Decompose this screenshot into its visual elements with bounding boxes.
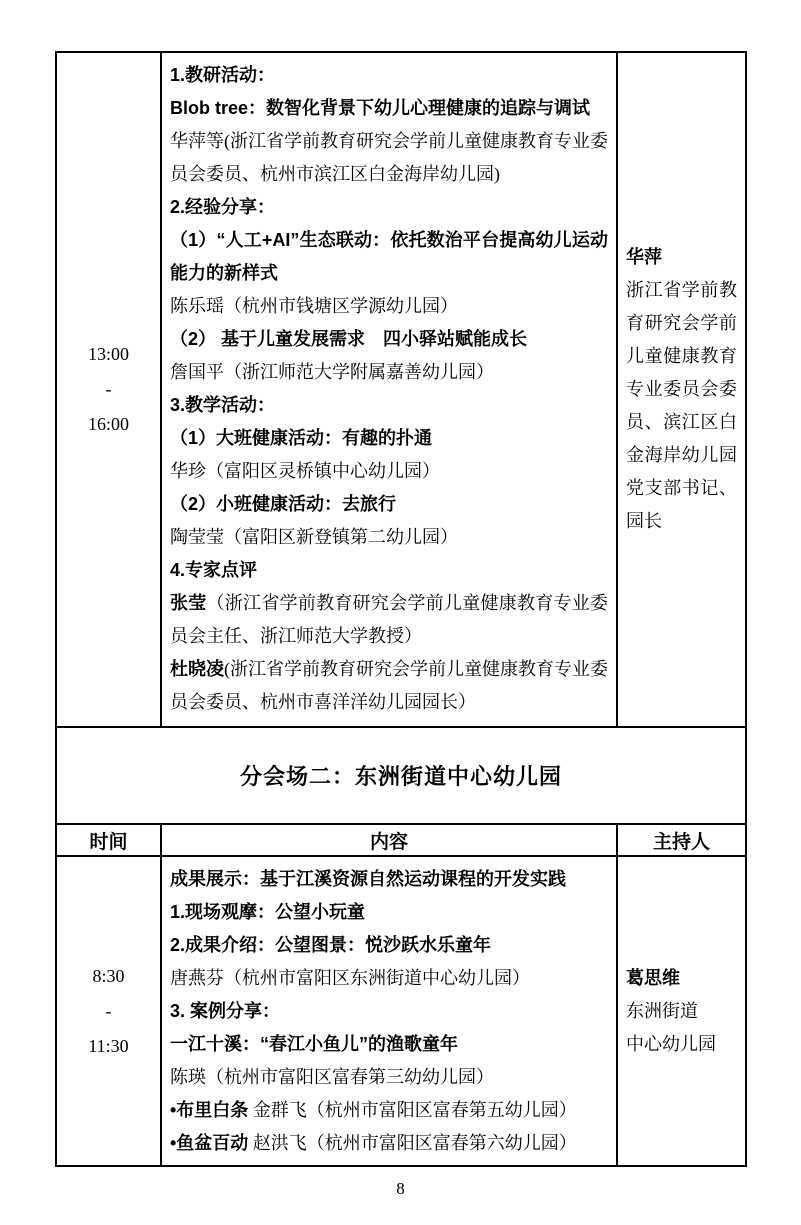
bold-text-segment: 3. 案例分享： (170, 1001, 281, 1021)
bold-text-segment: 4.专家点评 (170, 560, 258, 580)
text-segment: 华珍（富阳区灵桥镇中心幼儿园） (170, 461, 440, 481)
bold-text-segment: Blob tree：数智化背景下幼儿心理健康的追踪与调试 (170, 98, 591, 118)
content-paragraph (170, 863, 608, 896)
content-paragraph (170, 1061, 608, 1094)
bold-text-segment: 2.经验分享： (170, 197, 276, 217)
time-cell-session2 (57, 857, 162, 1165)
text-segment: 詹国平（浙江师范大学附属嘉善幼儿园） (170, 362, 494, 382)
bold-text-segment: 1.教研活动： (170, 65, 276, 85)
text-segment: 陶莹莹（富阳区新登镇第二幼儿园） (170, 527, 458, 547)
text-segment: 华萍等(浙江省学前教育研究会学前儿童健康教育专业委员会委员、杭州市滨江区白金海岸幼儿园) (170, 131, 608, 184)
bold-text-segment: （1）“人工+AI”生态联动：依托数治平台提高幼儿运动能力的新样式 (170, 230, 608, 283)
bold-text-segment: 1.现场观摩：公望小玩童 (170, 902, 366, 922)
bold-text-segment: 成果展示：基于江溪资源自然运动课程的开发实践 (170, 869, 566, 889)
section-heading-row (57, 728, 745, 825)
content-paragraph (170, 554, 608, 587)
content-paragraph (170, 1127, 608, 1160)
content-paragraph (170, 521, 608, 554)
schedule-table (55, 51, 747, 1167)
content-cell-session2 (162, 857, 618, 1165)
text-segment: 赵洪飞（杭州市富阳区富春第六幼儿园） (248, 1133, 577, 1153)
content-paragraph (170, 323, 608, 356)
host-description: 浙江省学前教育研究会学前儿童健康教育专业委员会委员、滨江区白金海岸幼儿园党支部书记、园长 (626, 280, 737, 531)
text-segment: (浙江省学前教育研究会学前儿童健康教育专业委员会委员、杭州市喜洋洋幼儿园园长） (170, 659, 608, 712)
bold-text-segment: •布里白条 (170, 1100, 249, 1120)
content-paragraph (170, 1028, 608, 1061)
content-paragraph (170, 587, 608, 653)
section-heading: 分会场二：东洲街道中心幼儿园 (239, 764, 562, 789)
host-line: 东洲街道 (626, 1000, 698, 1021)
content-paragraph (170, 455, 608, 488)
text-line: 13:00 (87, 344, 129, 364)
content-paragraph (170, 962, 608, 995)
header-cell-content: 内容 (162, 825, 618, 857)
content-paragraph (170, 1094, 608, 1127)
bold-text-segment: 张莹 (170, 593, 207, 613)
text-segment: 金群飞（杭州市富阳区富春第五幼儿园） (248, 1100, 577, 1120)
bold-text-segment: （1）大班健康活动：有趣的扑通 (170, 428, 433, 448)
header-cell-time: 时间 (57, 825, 162, 857)
bold-text-segment: 一江十溪：“春江小鱼儿”的渔歌童年 (170, 1034, 458, 1054)
bold-text-segment: （2） 基于儿童发展需求 四小驿站赋能成长 (170, 329, 528, 349)
content-paragraph (170, 422, 608, 455)
text-line: - (105, 379, 112, 399)
content-paragraph (170, 125, 608, 191)
bold-text-segment: 杜晓凌 (170, 659, 224, 679)
content-paragraph (170, 191, 608, 224)
host-line: 中心幼儿园 (626, 1033, 716, 1054)
content-paragraph (170, 929, 608, 962)
text-line: 11:30 (88, 1035, 129, 1056)
page-number: 8 (396, 1179, 405, 1198)
text-segment: 陈瑛（杭州市富阳区富春第三幼幼儿园） (170, 1067, 494, 1087)
header-cell-host: 主持人 (618, 825, 745, 857)
bold-text-segment: 2.成果介绍：公望图景：悦沙跃水乐童年 (170, 935, 492, 955)
content-paragraph (170, 488, 608, 521)
host-cell-session2 (618, 857, 745, 1165)
text-line: 8:30 (92, 965, 125, 986)
content-paragraph (170, 224, 608, 290)
host-cell-session1 (618, 53, 745, 728)
text-line: - (105, 1000, 112, 1021)
content-paragraph (170, 896, 608, 929)
text-segment: 唐燕芬（杭州市富阳区东洲街道中心幼儿园） (170, 968, 530, 988)
content-paragraph (170, 389, 608, 422)
host-name: 葛思维 (626, 967, 680, 988)
time-cell-session1 (57, 53, 162, 728)
bold-text-segment: （2）小班健康活动：去旅行 (170, 494, 397, 514)
bold-text-segment: 3.教学活动： (170, 395, 276, 415)
bold-text-segment: •鱼盆百动 (170, 1133, 249, 1153)
content-paragraph (170, 356, 608, 389)
content-paragraph (170, 59, 608, 92)
content-paragraph (170, 290, 608, 323)
text-line: 16:00 (87, 414, 129, 434)
content-paragraph (170, 92, 608, 125)
text-segment: 陈乐瑶（杭州市钱塘区学源幼儿园） (170, 296, 458, 316)
text-segment: （浙江省学前教育研究会学前儿童健康教育专业委员会主任、浙江师范大学教授） (170, 593, 609, 646)
content-paragraph (170, 653, 608, 719)
host-name: 华萍 (626, 247, 662, 267)
content-paragraph (170, 995, 608, 1028)
content-cell-session1 (162, 53, 618, 728)
